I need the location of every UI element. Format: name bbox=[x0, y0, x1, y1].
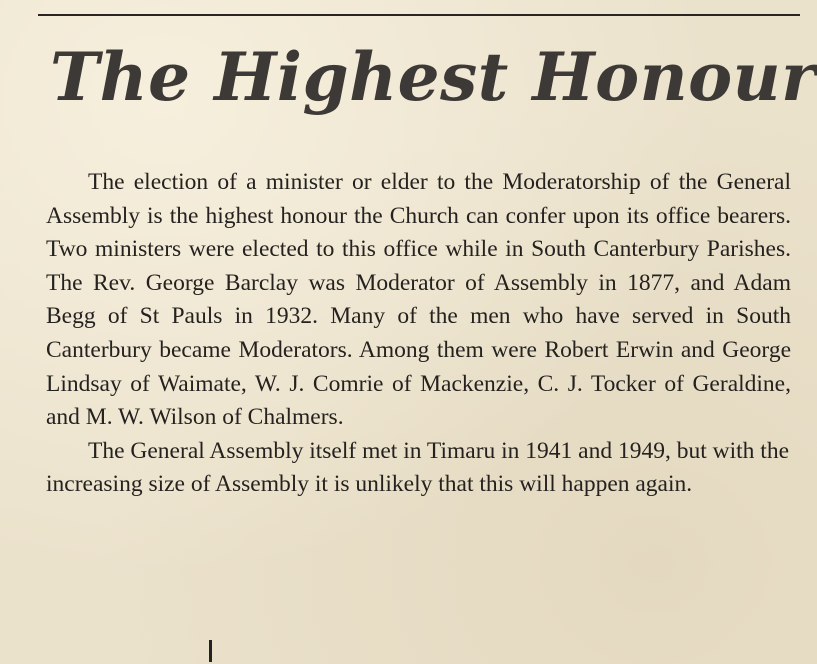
print-mark bbox=[209, 640, 212, 662]
article-body bbox=[46, 166, 791, 502]
top-rule bbox=[38, 14, 800, 16]
article-paragraph-2: The General Assembly itself met in Timaru in 1941 and 1949, but with the increasing size of Assembly it is unlikely that this will happen again. bbox=[46, 437, 790, 498]
article-paragraph-1: The election of a minister or elder to the Moderatorship of the General Assembly is the highest honour the Church can confer upon its office bearers. Two ministers were elected to this office while in South Canterbury Parishes. The Rev. George Barclay was Moderator of Assembly in 1877, and Adam Begg of St Pauls in 1932. Many of the men who have served in South Canterbury became Moderators. Among them were Robert Erwin and George Lindsay of Waimate, W. J. Comrie of Mackenzie, C. J. Tocker of Geraldine, and M. W. Wilson of Chalmers. bbox=[46, 169, 791, 431]
article-title: The Highest Honour bbox=[50, 38, 817, 116]
